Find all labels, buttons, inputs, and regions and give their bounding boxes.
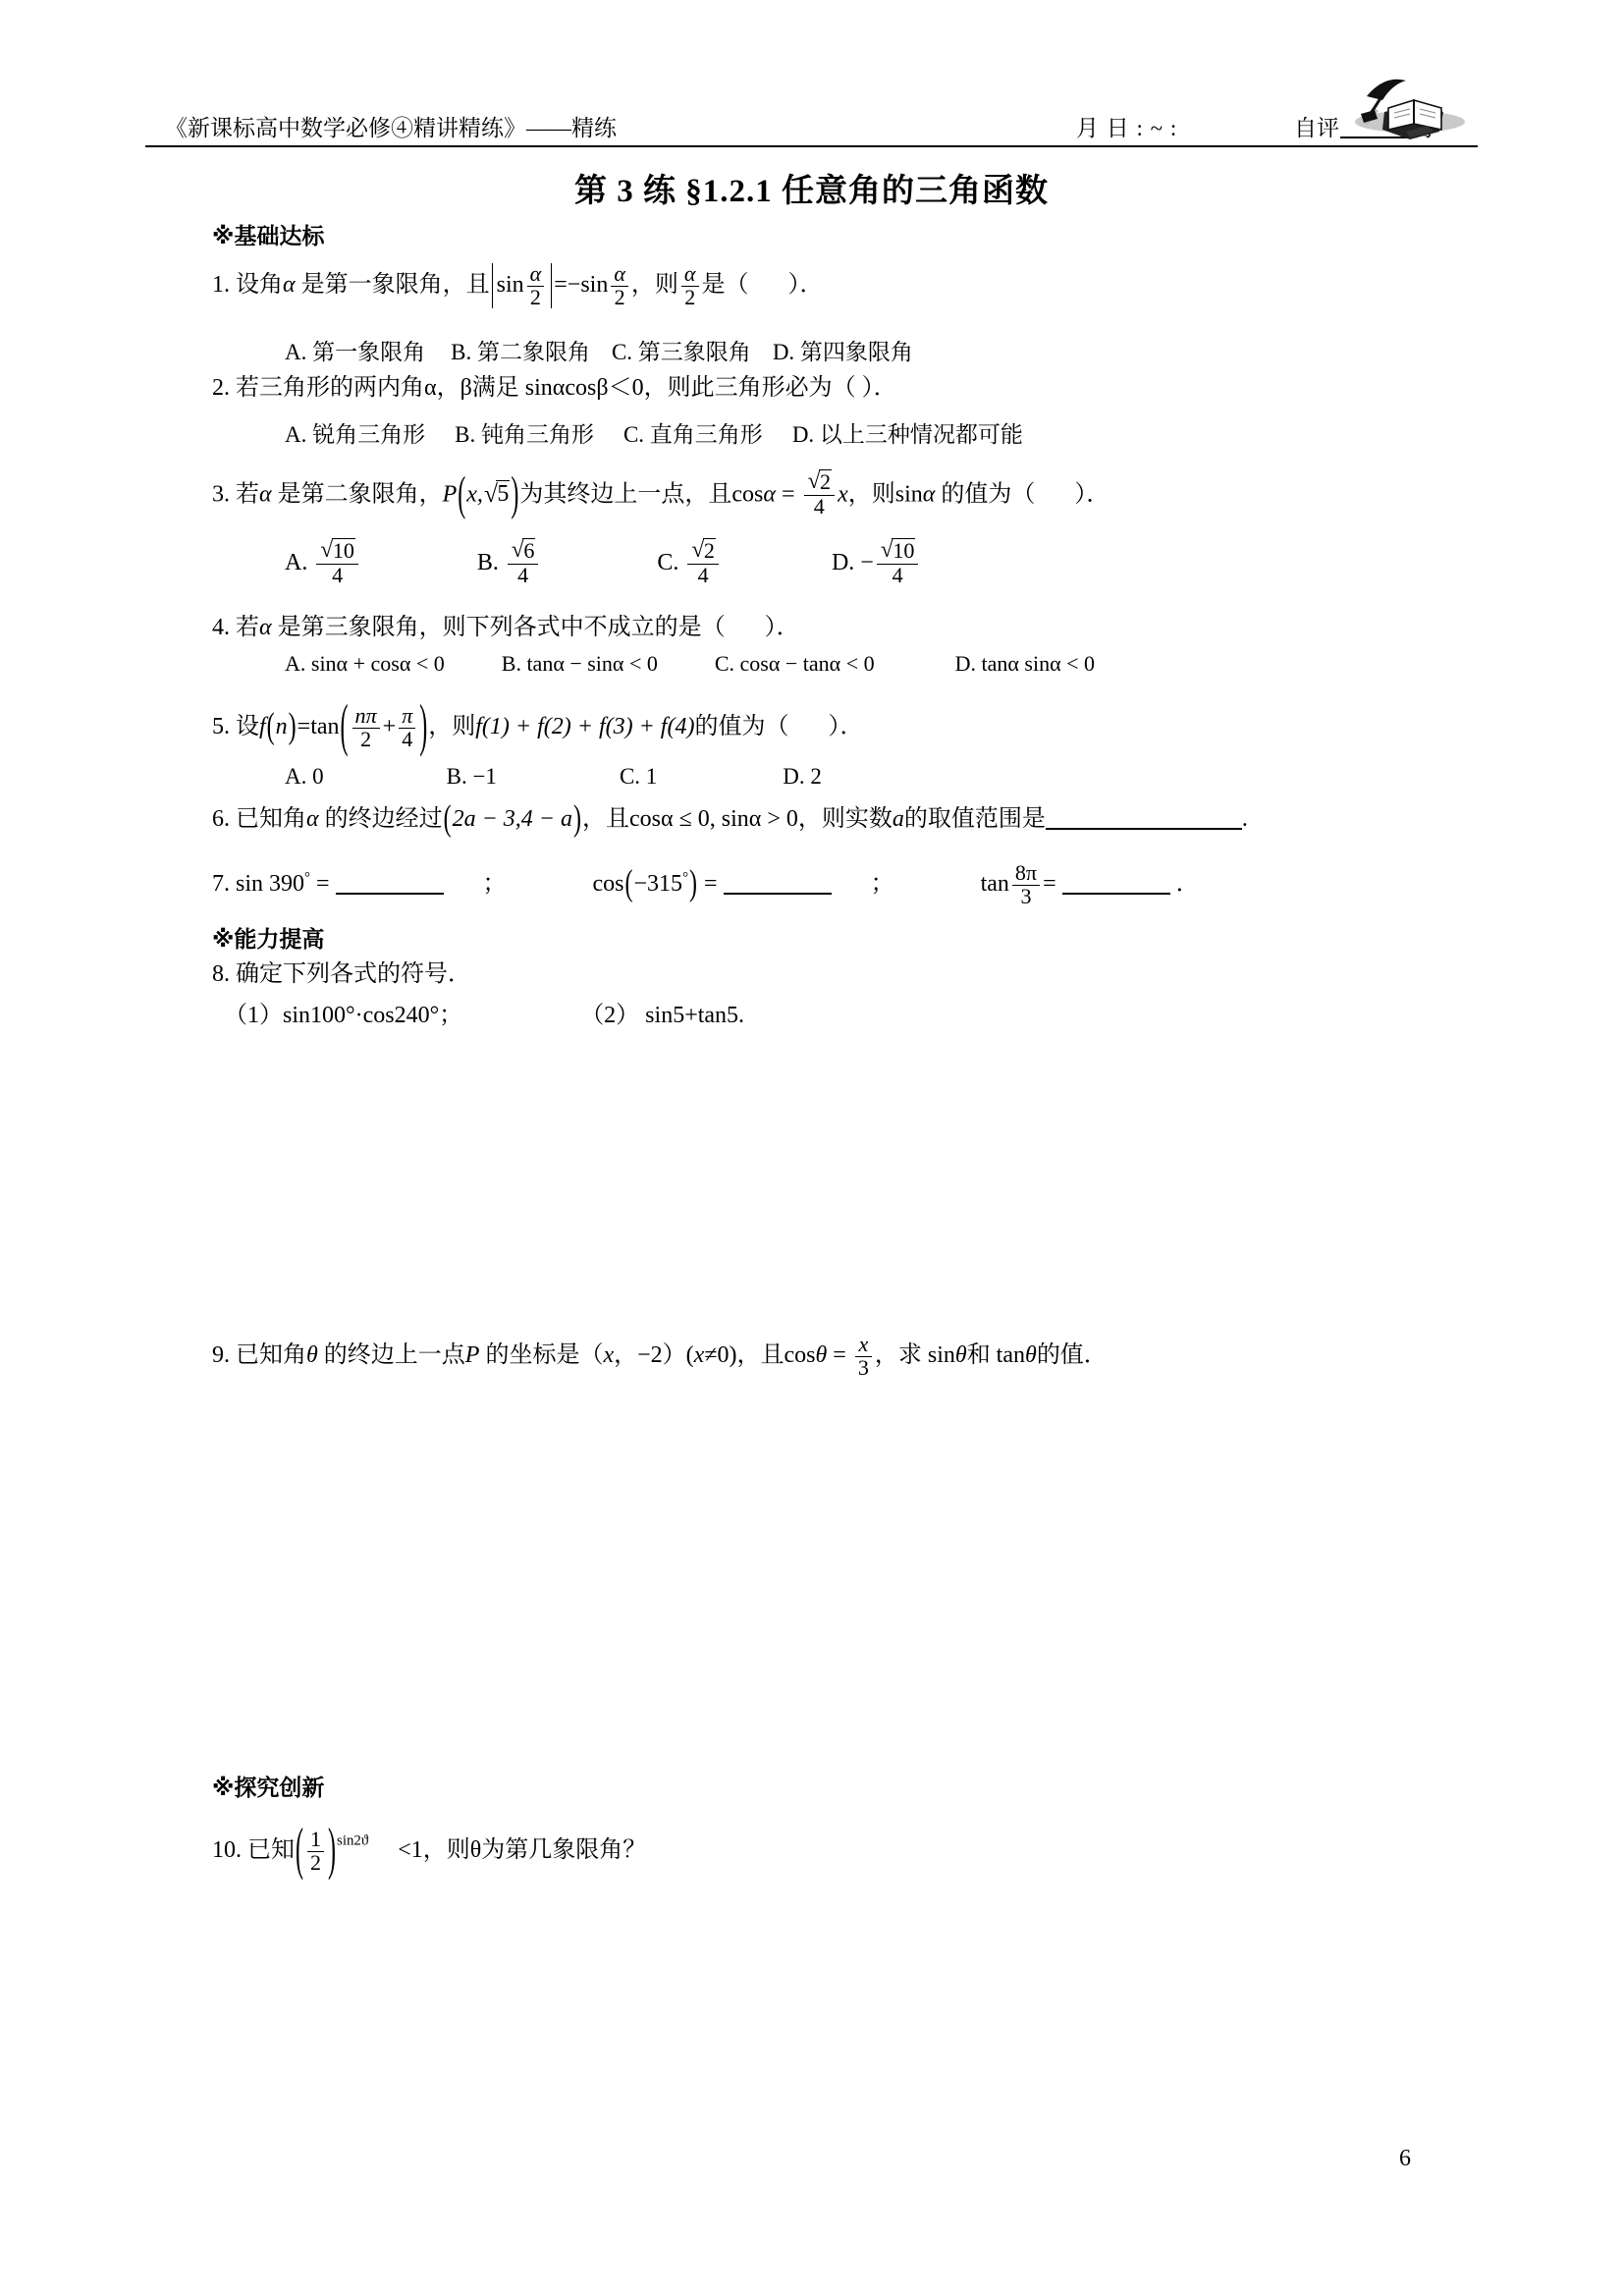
section-heading-ability: ※能力提高 — [212, 927, 325, 953]
question-1-number: 1. — [212, 272, 230, 299]
question-3-alpha: α — [259, 481, 272, 508]
question-5-option-b[interactable]: B. −1 — [446, 764, 497, 789]
paren-close: ) — [328, 1819, 337, 1883]
question-6-avar: a — [892, 806, 904, 832]
frac-denominator: 2 — [310, 1849, 322, 1875]
paren-close: ) — [511, 468, 519, 521]
question-1 — [212, 263, 824, 308]
question-3-t3: 为其终边上一点，且 — [519, 481, 732, 508]
question-3-option-b[interactable] — [476, 536, 542, 587]
frac-numerator: √ 2 — [687, 538, 719, 565]
question-4-option-c[interactable]: C. cosα − tanα < 0 — [714, 651, 875, 676]
question-5-t1: 设 — [236, 714, 259, 740]
paren-close: ) — [419, 695, 428, 759]
frac-numerator: √ 10 — [877, 538, 919, 565]
option-fraction — [508, 538, 539, 586]
question-8-parts — [224, 1004, 744, 1027]
question-7-blank-3[interactable] — [1062, 893, 1170, 895]
question-10-base-frac — [307, 1829, 324, 1874]
frac-denominator: 4 — [332, 562, 344, 587]
question-10-t2: <1，则θ为第几象限角？ — [398, 1837, 647, 1864]
question-1-eq: = — [554, 272, 568, 299]
question-3-px: x, — [466, 481, 483, 508]
question-4 — [212, 616, 800, 639]
question-3-number: 3. — [212, 481, 230, 508]
question-1-stem-a: 设角 — [236, 272, 283, 299]
question-9-theta: θ — [306, 1342, 318, 1369]
question-5: 5. 设f(n)=tan( $\frac{n\pi}{2}$ + $\frac{\pi}{4}$ )，则f(1) + f(2) + f(3) + f(4)的值为（ ）． — [212, 695, 864, 759]
question-4-option-a[interactable]: A. sinα + cosα < 0 — [285, 651, 445, 676]
question-4-option-b[interactable]: B. tanα − sinα < 0 — [501, 651, 658, 676]
question-9-t2: 的终边上一点 — [323, 1342, 465, 1369]
question-3-sqrt5 — [484, 480, 510, 508]
paren-open: ( — [340, 695, 349, 759]
question-1-frac-3 — [681, 263, 699, 308]
question-4-t2: 是第三象限角，则下列各式中不成立的是（ — [277, 615, 726, 640]
question-5-frac-2 — [399, 705, 415, 750]
question-3-sin: sin — [894, 481, 923, 508]
tan-label: tan — [980, 871, 1009, 898]
sin-390-label: sin 390 — [236, 871, 305, 898]
question-3-point-p: P — [442, 481, 458, 508]
question-1-options — [285, 334, 913, 366]
question-2-option-a[interactable]: A. 锐角三角形 — [285, 422, 426, 447]
paren-open: ( — [458, 468, 466, 521]
question-9-coord3: x — [693, 1342, 705, 1369]
question-10-number: 10. — [212, 1837, 242, 1864]
page-title: 第 3 练 §1.2.1 任意角的三角函数 — [574, 174, 1049, 209]
question-2-option-c[interactable]: C. 直角三角形 — [622, 422, 763, 447]
option-fraction — [687, 538, 719, 586]
frac-numerator: √ 6 — [508, 538, 539, 565]
question-3: 3. 若α 是第二象限角，P(x, √ 5)为其终边上一点，且cosα = √ 2 4 x，则sinα 的值为（ ）． — [212, 467, 1110, 521]
question-9-theta4: θ — [1025, 1342, 1037, 1369]
frac-denominator: 4 — [517, 562, 529, 587]
question-9-t1: 已知角 — [236, 1342, 306, 1369]
question-2 — [212, 376, 897, 400]
question-5-option-a[interactable]: A. 0 — [285, 764, 324, 789]
question-1-frac-1 — [527, 263, 545, 308]
equals-sign: = — [704, 871, 718, 898]
question-5-option-c[interactable]: C. 1 — [619, 764, 658, 789]
frac-denominator: 2 — [684, 284, 696, 309]
question-6-alpha: α — [306, 806, 319, 832]
question-5-sum: f(1) + f(2) + f(3) + f(4) — [475, 714, 695, 740]
question-5-t4: ）． — [828, 714, 864, 740]
frac-numerator: nπ — [352, 705, 380, 729]
question-7-semi-2: ； — [870, 871, 894, 898]
question-7-expr-1 — [236, 871, 444, 897]
frac-numerator: x — [855, 1334, 872, 1357]
question-5-eq: = — [297, 714, 311, 740]
question-3-xvar: x — [838, 481, 848, 508]
question-10 — [212, 1819, 647, 1883]
question-2-option-b[interactable]: B. 钝角三角形 — [455, 422, 594, 447]
question-6-number: 6. — [212, 806, 230, 832]
question-5-plus: + — [382, 714, 397, 740]
question-2-options — [285, 416, 1023, 449]
question-9-frac — [855, 1334, 872, 1379]
question-3-cos: cos — [731, 481, 764, 508]
frac-denominator: 4 — [813, 493, 825, 519]
header-divider — [145, 145, 1478, 147]
cos-arg: −315 — [633, 871, 683, 898]
question-4-t1: 若 — [236, 615, 259, 640]
question-10-exponent: sin2ϑ — [337, 1832, 369, 1849]
question-3-frac — [804, 469, 836, 518]
frac-numerator: α — [527, 263, 545, 287]
equals-sign: = — [1043, 871, 1056, 898]
radical-sign: √ — [483, 479, 498, 509]
question-5-t3: 的值为（ — [694, 714, 789, 740]
question-5-tan: tan — [310, 714, 340, 740]
question-9-t5: 和 tan — [966, 1342, 1026, 1369]
section-heading-explore: ※探究创新 — [212, 1776, 325, 1801]
frac-denominator: 2 — [360, 726, 372, 751]
question-6-cond: cosα ≤ 0, sinα > 0 — [629, 806, 798, 832]
degree-sign: ° — [304, 869, 310, 886]
question-9-coord-x: x — [603, 1342, 615, 1369]
question-9-theta2: θ — [815, 1342, 828, 1369]
frac-denominator: 4 — [402, 726, 413, 751]
question-6-t4: ，则实数 — [797, 806, 893, 832]
frac-numerator: π — [399, 705, 415, 729]
question-1-stem-d: 是（ — [701, 272, 749, 299]
question-5-number: 5. — [212, 714, 230, 740]
question-10-t1: 已知 — [247, 1837, 295, 1864]
question-3-options — [285, 538, 921, 586]
question-8-number: 8. — [212, 961, 230, 987]
question-1-abs-expr — [492, 263, 553, 308]
question-1-stem-c: ，则 — [630, 272, 678, 299]
question-1-stem-e: ）． — [787, 272, 824, 299]
question-8-text: 确定下列各式的符号． — [236, 961, 471, 987]
question-4-alpha: α — [259, 615, 272, 640]
question-8 — [212, 962, 471, 986]
question-1-sin: sin — [496, 272, 524, 299]
frac-numerator: α — [611, 263, 628, 287]
question-1-sin-2: sin — [580, 272, 609, 299]
question-9-coord4: ≠0)，且 — [704, 1342, 784, 1369]
book-title: 《新课标高中数学必修④精讲精练》——精练 — [165, 116, 617, 140]
question-3-option-c[interactable] — [657, 536, 722, 587]
question-9-coord2: ，−2）( — [614, 1342, 694, 1369]
frac-denominator: 3 — [857, 1354, 869, 1380]
cos-label: cos — [592, 871, 624, 898]
option-label: A. — [285, 550, 308, 576]
frac-numerator: √ 2 — [804, 469, 836, 496]
question-1-minus: − — [567, 272, 581, 299]
question-7-blank-1[interactable] — [336, 893, 444, 895]
question-9 — [212, 1334, 1108, 1379]
question-9-theta3: θ — [954, 1342, 967, 1369]
question-5-n: n — [275, 714, 288, 740]
question-6-answer-blank[interactable] — [1046, 828, 1242, 830]
page-header — [145, 110, 1478, 169]
question-5-option-d[interactable]: D. 2 — [783, 764, 822, 789]
question-6-t2: 的终边经过 — [324, 806, 443, 832]
question-7-expr-3 — [980, 860, 1170, 908]
question-6-t1: 已知角 — [236, 806, 306, 832]
frac-denominator: 4 — [697, 562, 709, 587]
question-1-frac-2 — [611, 263, 628, 308]
frac-numerator: √ 10 — [316, 538, 358, 565]
question-9-t3: 的坐标是（ — [485, 1342, 604, 1369]
question-1-stem-b: 是第一象限角，且 — [300, 272, 490, 299]
option-label: D. — [831, 550, 855, 576]
question-7 — [212, 862, 1200, 907]
question-6-t6: . — [1241, 806, 1248, 832]
option-label: C. — [657, 550, 679, 576]
date-label: 月 日 : ~ : — [1076, 116, 1178, 140]
question-7-period: ． — [1175, 871, 1200, 898]
frac-denominator: 3 — [1020, 883, 1032, 908]
question-5-t2: ，则 — [428, 714, 476, 740]
frac-numerator: α — [681, 263, 699, 287]
question-1-alpha: α — [283, 272, 296, 299]
question-3-option-d[interactable] — [831, 536, 921, 587]
frac-denominator: 4 — [892, 562, 903, 587]
question-3-t2: 是第二象限角， — [277, 481, 443, 508]
frac-denominator: 2 — [529, 284, 541, 309]
question-4-number: 4. — [212, 615, 230, 640]
question-9-eq: = — [833, 1342, 846, 1369]
option-sign: − — [860, 550, 874, 576]
question-3-t1: 若 — [236, 481, 259, 508]
equals-sign: = — [315, 871, 330, 898]
question-3-t5: 的值为（ — [941, 481, 1036, 508]
question-3-t4: ，则 — [847, 481, 895, 508]
question-5-options — [285, 764, 822, 790]
question-4-t3: ）． — [764, 615, 800, 640]
question-6: 6. 已知角α 的终边经过(2a − 3,4 − a)，且cosα ≤ 0, sinα > 0，则实数a的取值范围是 . — [212, 798, 1248, 840]
question-1-option-a[interactable]: A. 第一象限角 — [285, 340, 426, 364]
question-9-number: 9. — [212, 1342, 230, 1369]
question-3-option-a[interactable] — [285, 536, 361, 587]
option-label: B. — [476, 550, 499, 576]
question-7-number: 7. — [212, 871, 230, 898]
page-number: 6 — [1399, 2146, 1411, 2171]
question-4-options — [285, 651, 1095, 677]
option-fraction — [316, 538, 358, 586]
section-heading-basic: ※基础达标 — [212, 224, 325, 249]
question-6-point: 2a − 3,4 − a — [452, 806, 572, 832]
frac-denominator: 2 — [614, 284, 625, 309]
question-2-number: 2. — [212, 375, 230, 401]
question-9-cos: cos — [784, 1342, 816, 1369]
radicand: 5 — [497, 481, 510, 508]
question-7-semi-1: ； — [482, 871, 507, 898]
question-3-t6: ）． — [1074, 481, 1110, 508]
question-8-part-2: （2） sin5+tan5. — [580, 1003, 745, 1028]
paren-open: ( — [296, 1819, 303, 1883]
question-5-frac-1 — [352, 705, 380, 750]
question-8-part-1: （1）sin100°·cos240°； — [224, 1003, 463, 1028]
option-fraction — [877, 538, 919, 586]
degree-sign: ° — [682, 869, 689, 886]
question-1-option-c[interactable]: C. 第三象限角 — [611, 340, 751, 364]
frac-numerator: 1 — [307, 1829, 324, 1852]
question-7-blank-2[interactable] — [724, 893, 832, 895]
question-6-t5: 的取值范围是 — [903, 806, 1046, 832]
question-9-point-p: P — [464, 1342, 480, 1369]
question-2-option-d[interactable]: D. 以上三种情况都可能 — [791, 422, 1023, 447]
question-1-option-d[interactable]: D. 第四象限角 — [772, 340, 913, 364]
self-eval-label: 自评 — [1294, 116, 1339, 140]
desk-lamp-book-icon — [1345, 69, 1473, 145]
question-7-expr-2: cos(−315°) = — [593, 871, 832, 897]
question-5-f: f — [259, 714, 266, 740]
question-9-t6: 的值． — [1036, 1342, 1108, 1369]
question-4-option-d[interactable]: D. tanα sinα < 0 — [954, 651, 1096, 676]
question-1-option-b[interactable]: B. 第二象限角 — [451, 340, 590, 364]
frac-numerator: 8π — [1012, 862, 1040, 886]
question-9-t4: ，求 sin — [874, 1342, 955, 1369]
question-7-frac — [1012, 862, 1040, 907]
question-2-text: 若三角形的两内角α，β满足 sinαcosβ＜0，则此三角形必为（ ）． — [236, 375, 897, 401]
question-6-t3: ，且 — [582, 806, 629, 832]
